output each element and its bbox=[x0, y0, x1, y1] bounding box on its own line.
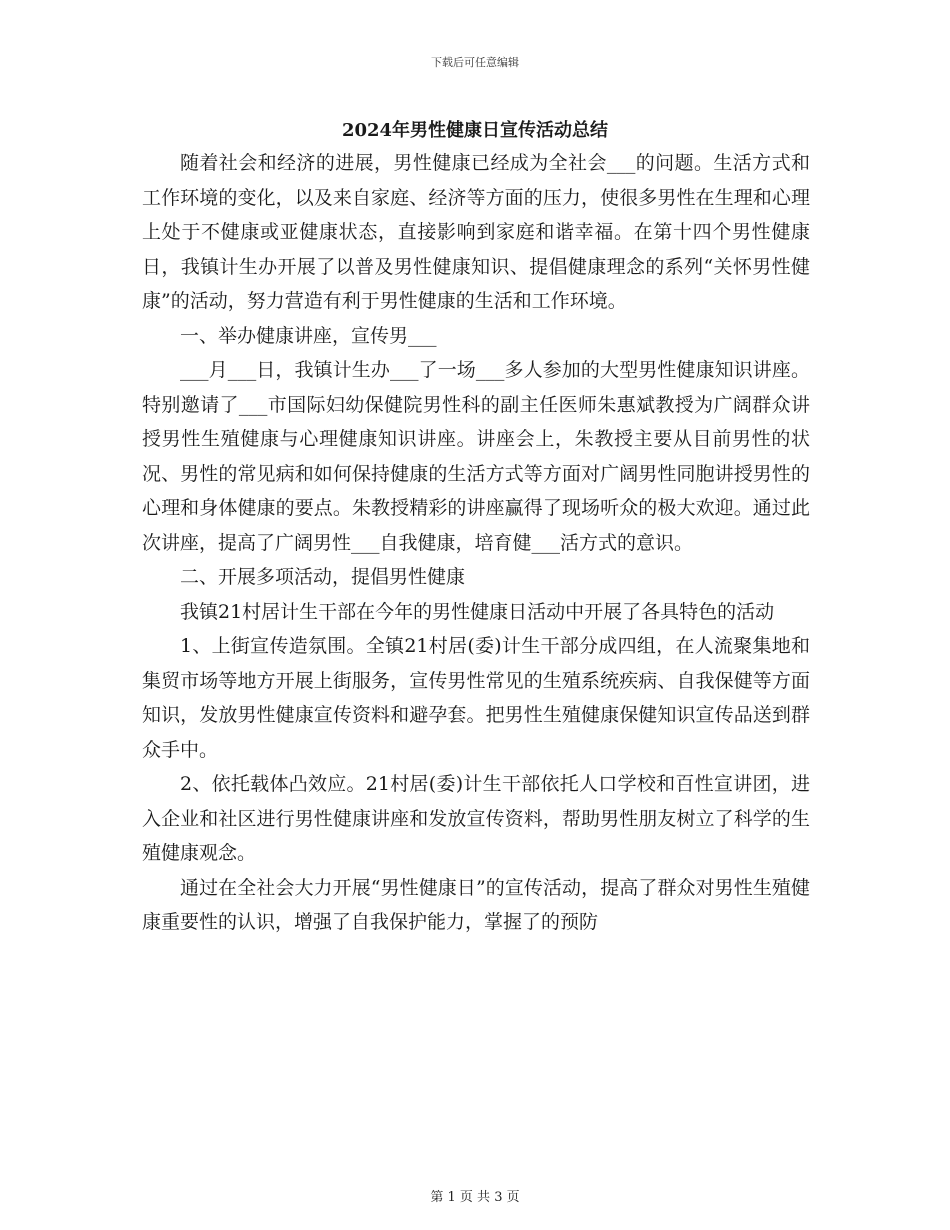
section-heading-1: 一、举办健康讲座，宣传男___ bbox=[180, 324, 437, 347]
paragraph-conclusion: 通过在全社会大力开展“男性健康日”的宣传活动，提高了群众对男性生殖健康重要性的认识，增强了自我保护能力，掌握了的预防 bbox=[142, 876, 810, 933]
document-body bbox=[142, 146, 810, 940]
section-heading-2: 二、开展多项活动，提倡男性健康 bbox=[180, 566, 466, 588]
page-header-note: 下载后可任意编辑 bbox=[431, 56, 519, 69]
paragraph-intro: 随着社会和经济的进展，男性健康已经成为全社会___的问题。生活方式和工作环境的变化，以及来自家庭、经济等方面的压力，使很多男性在生理和心理上处于不健康或亚健康状态，直接影响到家庭和谐幸福。在第十四个男性健康日，我镇计生办开展了以普及男性健康知识、提倡健康理念的系列“关怀男性健康”的活动，努力营造有利于男性健康的生活和工作环境。 bbox=[142, 152, 810, 312]
page-number-footer: 第 1 页 共 3 页 bbox=[430, 1190, 520, 1205]
paragraph-lecture: ___月___日，我镇计生办___了一场___多人参加的大型男性健康知识讲座。特别邀请了___市国际妇幼保健院男性科的副主任医师朱惠斌教授为广阔群众讲授男性生殖健康与心理健康知识讲座。讲座会上，朱教授主要从目前男性的状况、男性的常见病和如何保持健康的生活方式等方面对广阔男性同胞讲授男性的心理和身体健康的要点。朱教授精彩的讲座赢得了现场听众的极大欢迎。通过此次讲座，提高了广阔男性___自我健康，培育健___活方式的意识。 bbox=[142, 359, 810, 554]
paragraph-item-1: 1、上街宣传造氛围。全镇21村居(委)计生干部分成四组，在人流聚集地和集贸市场等地方开展上街服务，宣传男性常见的生殖系统疾病、自我保健等方面知识，发放男性健康宣传资料和避孕套。把男性生殖健康保健知识宣传品送到群众手中。 bbox=[142, 635, 810, 761]
paragraph-activities-intro: 我镇21村居计生干部在今年的男性健康日活动中开展了各具特色的活动 bbox=[180, 600, 775, 623]
document-title: 2024年男性健康日宣传活动总结 bbox=[341, 120, 609, 141]
paragraph-item-2: 2、依托载体凸效应。21村居(委)计生干部依托人口学校和百性宣讲团，进入企业和社区进行男性健康讲座和发放宣传资料，帮助男性朋友树立了科学的生殖健康观念。 bbox=[142, 773, 810, 864]
